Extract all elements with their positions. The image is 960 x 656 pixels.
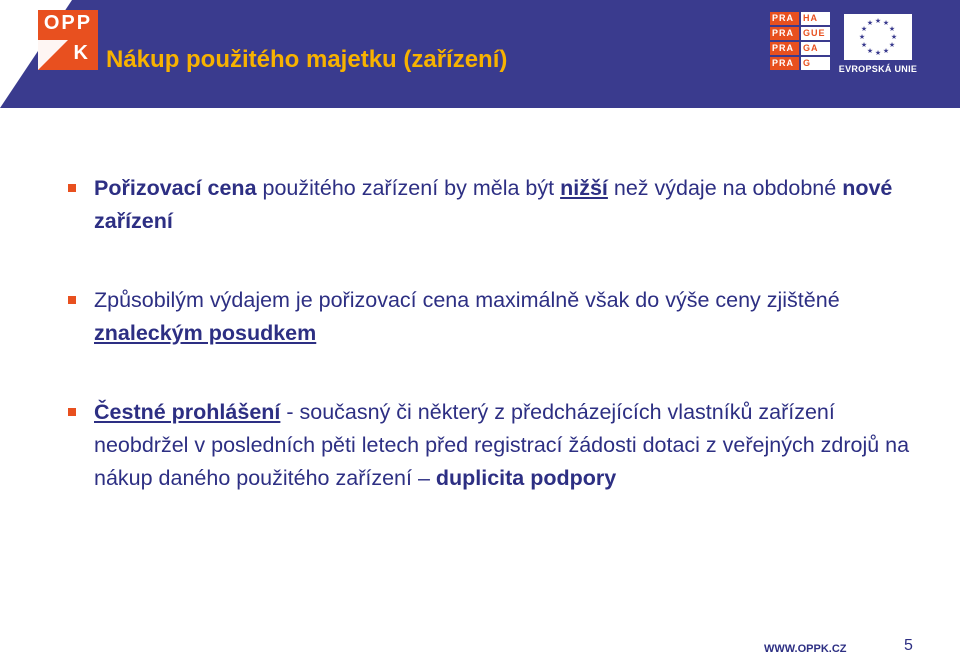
praha-logo-cell: PRA xyxy=(770,27,799,40)
bullet-item xyxy=(64,284,924,350)
svg-text:★: ★ xyxy=(860,41,868,49)
bullet-item xyxy=(64,172,924,238)
praha-logo-cell: G xyxy=(801,57,830,70)
square-bullet-icon xyxy=(68,184,76,192)
svg-text:★: ★ xyxy=(882,19,890,27)
praha-logo-cell: PRA xyxy=(770,57,799,70)
bullet-list xyxy=(64,172,924,495)
svg-text:★: ★ xyxy=(890,33,898,41)
svg-text:★: ★ xyxy=(866,19,874,27)
svg-text:★: ★ xyxy=(888,41,896,49)
bullet-item xyxy=(64,396,924,495)
eu-stars-icon xyxy=(842,12,914,62)
bullet-text: Čestné prohlášení xyxy=(94,400,281,424)
bullet-text: Způsobilým výdajem je pořizovací cena maximálně však do výše ceny zjištěné xyxy=(94,288,840,312)
opp-logo-line2: K xyxy=(73,42,90,64)
praha-logo-cell: GA xyxy=(801,42,830,55)
square-bullet-icon xyxy=(68,296,76,304)
bullet-text: duplicita podpory xyxy=(435,466,617,490)
bullet-text: Pořizovací cena xyxy=(94,176,257,200)
slide-title: Nákup použitého majetku (zařízení) xyxy=(106,46,508,73)
bullet-text: než výdaje na obdobné xyxy=(607,176,843,200)
bullet-text: použitého zařízení by měla být xyxy=(256,176,561,200)
page-number: 5 xyxy=(904,637,913,654)
svg-text:★: ★ xyxy=(874,49,882,57)
svg-text:★: ★ xyxy=(860,25,868,33)
bullet-text: nové zařízení xyxy=(94,176,893,233)
svg-text:★: ★ xyxy=(874,17,882,25)
praha-logo-cell: GUE xyxy=(801,27,830,40)
eu-flag-icon xyxy=(842,12,914,62)
praha-logo-cell: PRA xyxy=(770,42,799,55)
svg-text:★: ★ xyxy=(866,47,874,55)
bullet-text: nižší xyxy=(560,176,608,200)
opp-logo-line1: OPP xyxy=(43,12,93,34)
eu-label: EVROPSKÁ UNIE xyxy=(838,64,918,74)
svg-text:★: ★ xyxy=(858,33,866,41)
opp-logo xyxy=(38,10,98,70)
svg-text:★: ★ xyxy=(882,47,890,55)
praha-logo-cell: HA xyxy=(801,12,830,25)
square-bullet-icon xyxy=(68,408,76,416)
bullet-text: - současný či některý z předcházejících vlastníků zařízení neobdržel v posledních pěti letech před registrací žádosti dotaci z veřejných zdrojů na nákup daného použitého zařízení – xyxy=(94,400,910,490)
footer-url-link[interactable]: WWW.OPPK.CZ xyxy=(764,643,847,655)
praha-logo-cell: PRA xyxy=(770,12,799,25)
bullet-text: znaleckým posudkem xyxy=(94,321,317,345)
svg-text:★: ★ xyxy=(888,25,896,33)
praha-logo xyxy=(770,12,830,70)
